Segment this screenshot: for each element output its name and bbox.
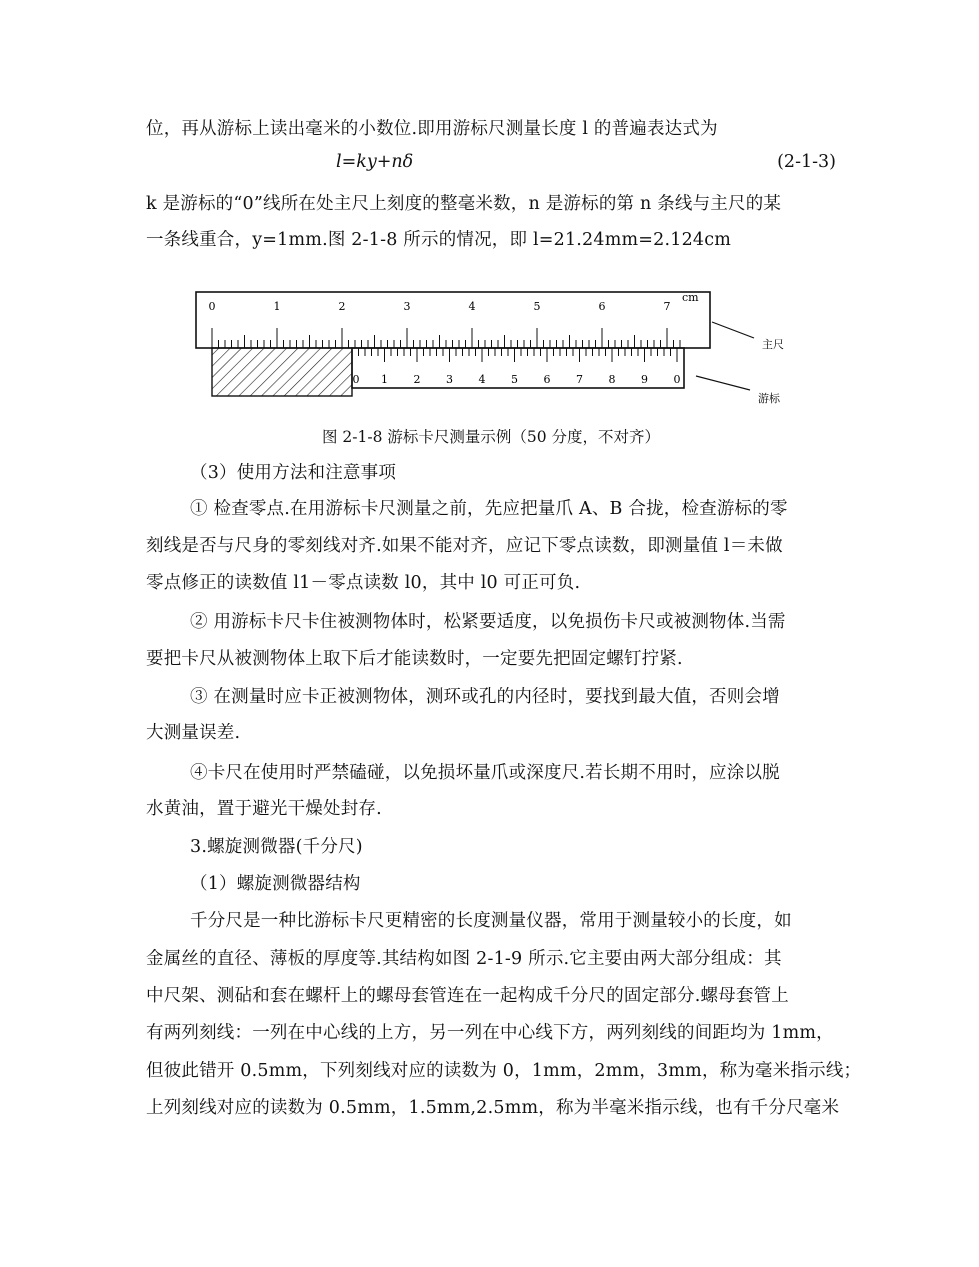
section-heading: 3.螺旋测微器(千分尺) xyxy=(190,837,363,857)
vernier-scale-body xyxy=(352,348,684,388)
vernier-caliper-figure xyxy=(190,286,790,416)
vernier-numbers xyxy=(353,373,681,386)
formula-expression: l=ky+nδ xyxy=(336,152,414,172)
text-line: k 是游标的“0”线所在处主尺上刻度的整毫米数，n 是游标的第 n 条线与主尺的某 xyxy=(146,194,782,214)
text-line: 千分尺是一种比游标卡尺更精密的长度测量仪器，常用于测量较小的长度，如 xyxy=(190,911,792,931)
text-line: 刻线是否与尺身的零刻线对齐.如果不能对齐，应记下零点读数，即测量值 l＝未做 xyxy=(146,536,783,556)
main-scale-number: 3 xyxy=(403,300,411,313)
main-scale-numbers xyxy=(209,300,671,313)
vernier-number: 6 xyxy=(543,373,551,386)
main-scale-number: 1 xyxy=(273,300,281,313)
main-scale-pointer xyxy=(712,322,754,338)
vernier-pointer xyxy=(696,376,750,390)
main-scale-number: 6 xyxy=(598,300,606,313)
main-scale-number: 0 xyxy=(208,300,216,313)
text-line: 大测量误差. xyxy=(146,723,241,743)
main-scale-number: 7 xyxy=(663,300,671,313)
jaw-block xyxy=(212,348,352,396)
section-heading: （3）使用方法和注意事项 xyxy=(190,463,397,483)
figure-caption: 图 2-1-8 游标卡尺测量示例（50 分度，不对齐） xyxy=(321,428,661,446)
text-line: ③ 在测量时应卡正被测物体，测环或孔的内径时，要找到最大值，否则会增 xyxy=(190,687,780,707)
vernier-number: 3 xyxy=(446,373,453,386)
unit-label: cm xyxy=(682,291,699,304)
vernier-number: 9 xyxy=(641,373,648,386)
text-line: 一条线重合，y=1mm.图 2-1-8 所示的情况，即 l=21.24mm=2.124cm xyxy=(146,230,732,250)
vernier-number: 8 xyxy=(608,373,616,386)
formula-block xyxy=(146,152,836,176)
vernier-ticks xyxy=(352,348,677,362)
vernier-number: 4 xyxy=(478,373,486,386)
vernier-number: 0 xyxy=(673,373,681,386)
text-line: 水黄油，置于避光干燥处封存. xyxy=(146,799,382,819)
vernier-number: 7 xyxy=(576,373,583,386)
subsection-heading: （1）螺旋测微器结构 xyxy=(190,874,361,894)
text-line: 中尺架、测砧和套在螺杆上的螺母套管连在一起构成千分尺的固定部分.螺母套管上 xyxy=(146,986,789,1006)
text-line: ① 检查零点.在用游标卡尺测量之前，先应把量爪 A、B 合拢，检查游标的零 xyxy=(190,499,788,519)
text-line: 金属丝的直径、薄板的厚度等.其结构如图 2-1-9 所示.它主要由两大部分组成：其 xyxy=(146,949,782,969)
vernier-number: 0 xyxy=(352,373,360,386)
vernier-number: 1 xyxy=(381,373,388,386)
text-line: ② 用游标卡尺卡住被测物体时，松紧要适度，以免损伤卡尺或被测物体.当需 xyxy=(190,612,786,632)
vernier-label: 游标 xyxy=(758,392,780,405)
text-line: ④卡尺在使用时严禁磕碰，以免损坏量爪或深度尺.若长期不用时，应涂以脱 xyxy=(190,763,780,783)
text-line: 位，再从游标上读出毫米的小数位.即用游标尺测量长度 l 的普遍表达式为 xyxy=(146,119,718,139)
main-scale-ticks xyxy=(212,328,680,348)
main-scale-number: 2 xyxy=(338,300,346,313)
vernier-number: 5 xyxy=(511,373,518,386)
equation-number: (2-1-3) xyxy=(777,152,836,172)
text-line: 但彼此错开 0.5mm，下列刻线对应的读数为 0，1mm，2mm，3mm，称为毫米指示线； xyxy=(146,1061,862,1081)
main-scale-number: 4 xyxy=(468,300,476,313)
text-line: 要把卡尺从被测物体上取下后才能读数时，一定要先把固定螺钉拧紧. xyxy=(146,649,683,669)
main-scale-label: 主尺 xyxy=(762,338,784,351)
main-scale-number: 5 xyxy=(533,300,541,313)
text-line: 零点修正的读数值 l1－零点读数 l0，其中 l0 可正可负. xyxy=(146,573,581,593)
vernier-number: 2 xyxy=(413,373,421,386)
text-line: 有两列刻线：一列在中心线的上方，另一列在中心线下方，两列刻线的间距均为 1mm， xyxy=(146,1023,834,1043)
text-line: 上列刻线对应的读数为 0.5mm，1.5mm,2.5mm，称为半毫米指示线，也有千分尺毫米 xyxy=(146,1098,840,1118)
